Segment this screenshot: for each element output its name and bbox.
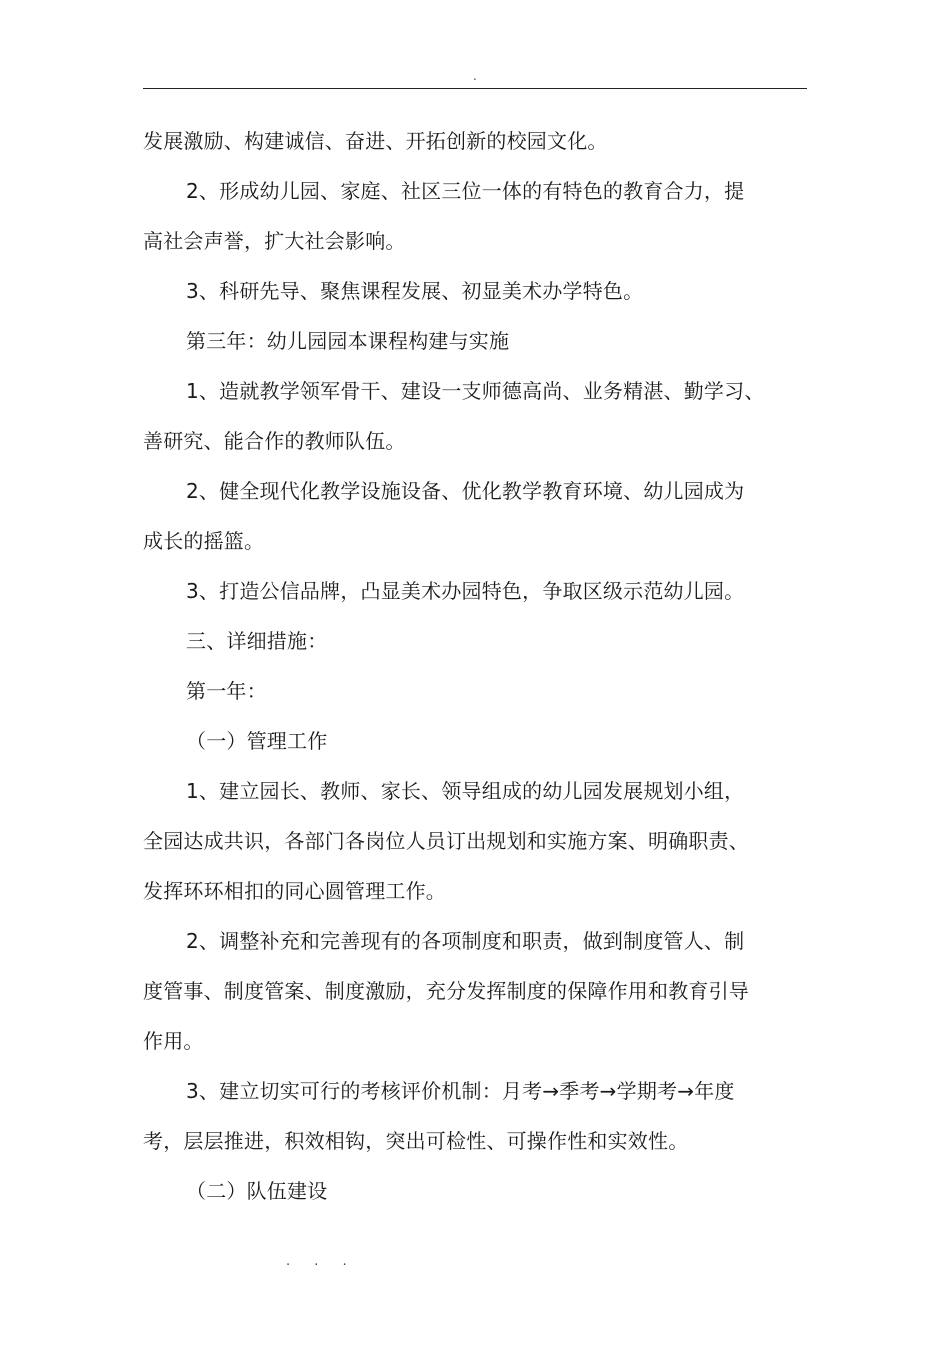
text-line: 度管事、制度管案、制度激励，充分发挥制度的保障作用和教育引导 [143,979,749,1003]
text-line: 3、科研先导、聚焦课程发展、初显美术办学特色。 [186,279,644,303]
text-line: （二）队伍建设 [186,1179,328,1203]
text-line: （一）管理工作 [186,729,328,753]
text-line: 第三年：幼儿园园本课程构建与实施 [186,329,510,353]
text-line: 三、详细措施： [186,629,328,653]
footer-mark: . . . [286,1254,357,1269]
text-line: 善研究、能合作的教师队伍。 [143,429,406,453]
header-rule [143,88,807,89]
text-line: 1、造就教学领军骨干、建设一支师德高尚、业务精湛、勤学习、 [186,379,765,403]
text-line: 3、打造公信品牌，凸显美术办园特色，争取区级示范幼儿园。 [186,579,745,603]
text-line: 高社会声誉，扩大社会影响。 [143,229,406,253]
header-mark: . [473,69,477,83]
text-line: 3、建立切实可行的考核评价机制：月考→季考→学期考→年度 [186,1079,735,1103]
text-line: 2、健全现代化教学设施设备、优化教学教育环境、幼儿园成为 [186,479,745,503]
text-line: 考，层层推进，积效相钩，突出可检性、可操作性和实效性。 [143,1129,689,1153]
text-line: 全园达成共识，各部门各岗位人员订出规划和实施方案、明确职责、 [143,829,749,853]
text-line: 2、调整补充和完善现有的各项制度和职责，做到制度管人、制 [186,929,745,953]
text-line: 1、建立园长、教师、家长、领导组成的幼儿园发展规划小组， [186,779,745,803]
text-line: 第一年： [186,679,267,703]
text-line: 2、形成幼儿园、家庭、社区三位一体的有特色的教育合力，提 [186,179,745,203]
text-line: 发挥环环相扣的同心圆管理工作。 [143,879,446,903]
text-line: 成长的摇篮。 [143,529,265,553]
text-line: 作用。 [143,1029,204,1053]
text-line: 发展激励、构建诚信、奋进、开拓创新的校园文化。 [143,129,608,153]
